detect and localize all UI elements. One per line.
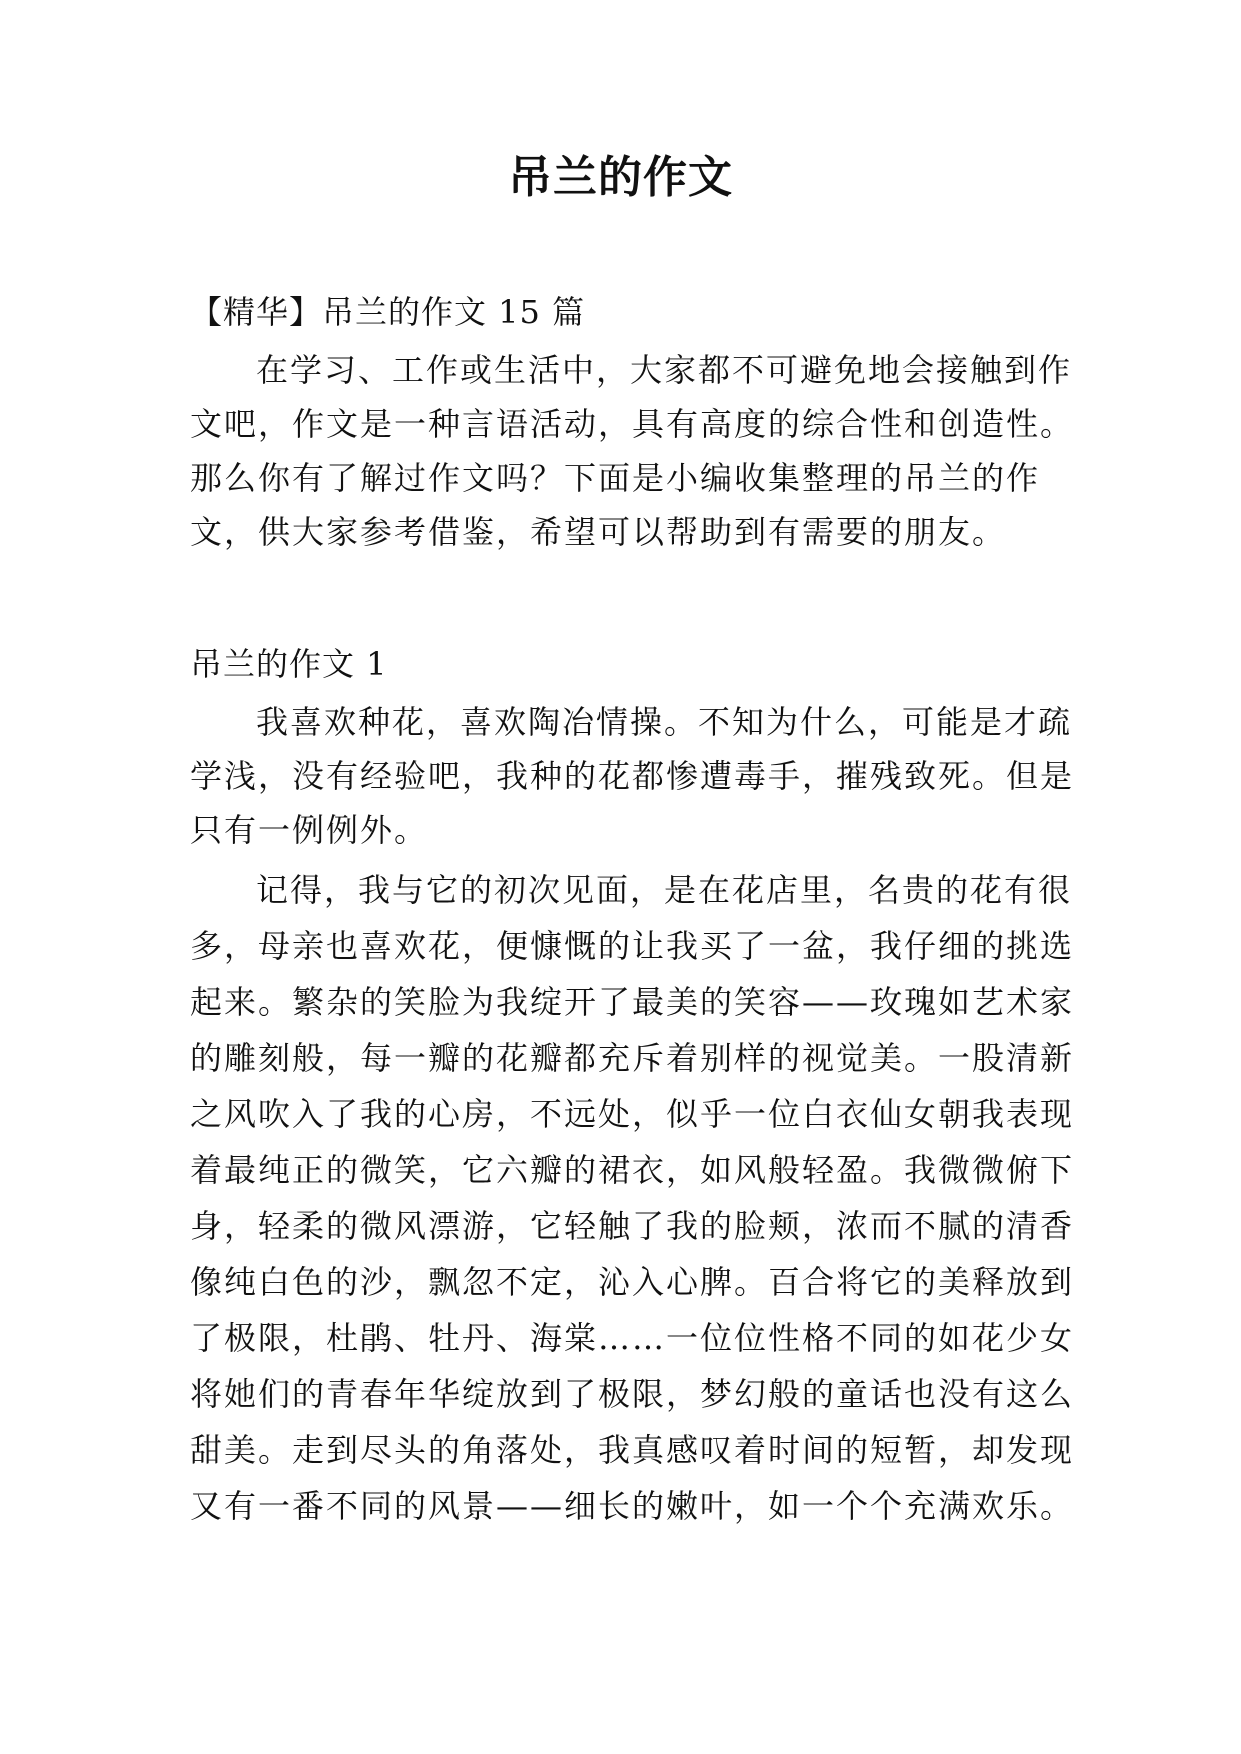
paragraph-line: 像纯白色的沙，飘忽不定，沁入心脾。百合将它的美释放到 [190,1263,1075,1301]
paragraph-line: 甜美。走到尽头的角落处，我真感叹着时间的短暂，却发现 [190,1431,1075,1469]
intro-line: 那么你有了解过作文吗？下面是小编收集整理的吊兰的作 [190,459,1041,497]
paragraph-line: 之风吹入了我的心房，不远处，似乎一位白衣仙女朝我表现 [190,1095,1075,1133]
paragraph-line: 只有一例例外。 [190,811,429,849]
paragraph-line: 又有一番不同的风景——细长的嫩叶，如一个个充满欢乐。 [190,1487,1075,1525]
paragraph-line: 将她们的青春年华绽放到了极限，梦幻般的童话也没有这么 [190,1375,1075,1413]
intro-line: 文吧，作文是一种言语活动，具有高度的综合性和创造性。 [190,405,1075,443]
paragraph-line: 了极限，杜鹃、牡丹、海棠……一位位性格不同的如花少女 [190,1319,1075,1357]
intro-line: 文，供大家参考借鉴，希望可以帮助到有需要的朋友。 [190,513,1007,551]
paragraph-line: 起来。繁杂的笑脸为我绽开了最美的笑容——玫瑰如艺术家 [190,983,1075,1021]
paragraph-line: 多，母亲也喜欢花，便慷慨的让我买了一盆，我仔细的挑选 [190,927,1075,965]
paragraph-line: 我喜欢种花，喜欢陶冶情操。不知为什么，可能是才疏 [256,703,1073,741]
document-title: 吊兰的作文 [508,152,733,203]
paragraph-line: 的雕刻般，每一瓣的花瓣都充斥着别样的视觉美。一股清新 [190,1039,1075,1077]
intro-line: 在学习、工作或生活中，大家都不可避免地会接触到作 [256,351,1073,389]
paragraph-line: 记得，我与它的初次见面，是在花店里，名贵的花有很 [256,871,1073,909]
paragraph-line: 着最纯正的微笑，它六瓣的裙衣，如风般轻盈。我微微俯下 [190,1151,1075,1189]
document-subtitle: 【精华】吊兰的作文 15 篇 [190,293,586,331]
paragraph-line: 身，轻柔的微风漂游，它轻触了我的脸颊，浓而不腻的清香 [190,1207,1075,1245]
section-heading: 吊兰的作文 1 [190,645,388,683]
paragraph-line: 学浅，没有经验吧，我种的花都惨遭毒手，摧残致死。但是 [190,757,1075,795]
